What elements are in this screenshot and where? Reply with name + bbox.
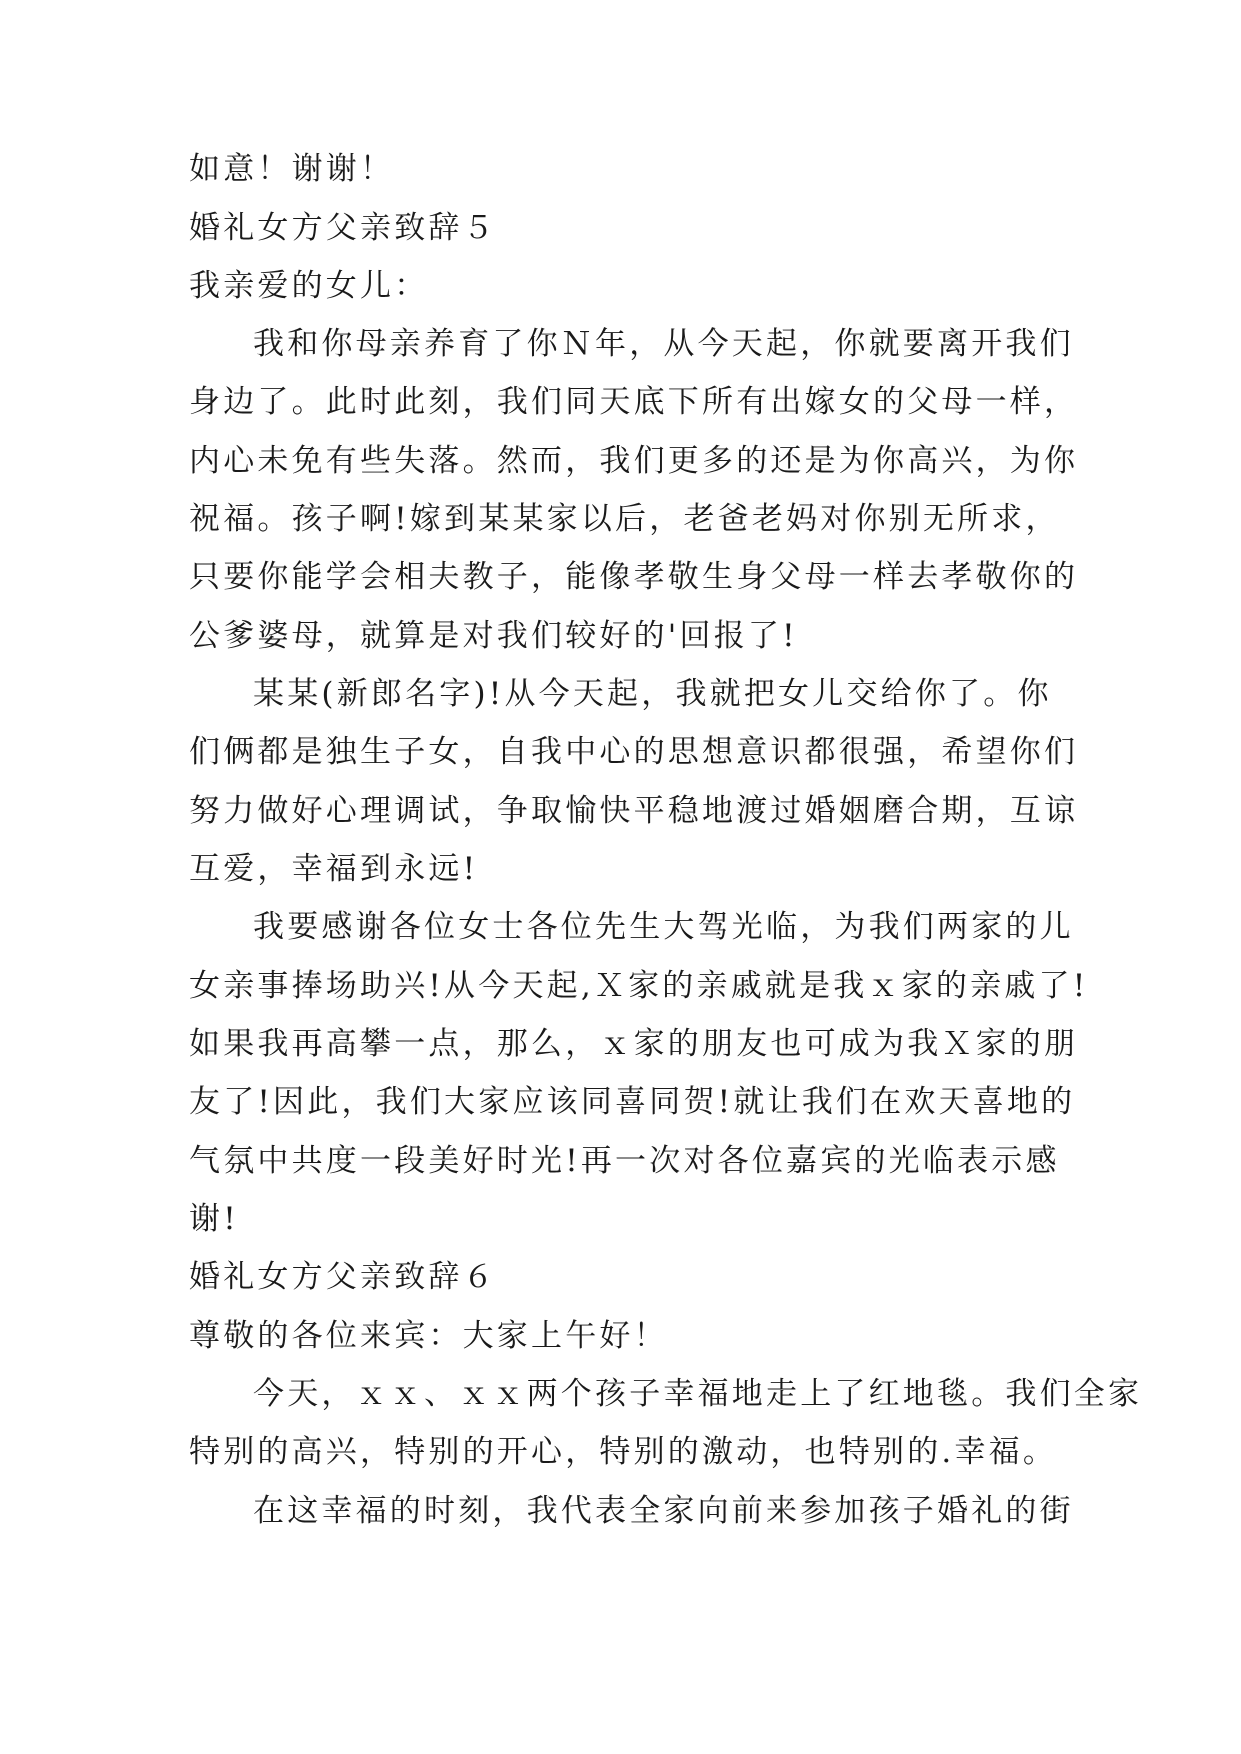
paragraph-line: 努力做好心理调试，争取愉快平稳地渡过婚姻磨合期，互谅 [189, 793, 1079, 829]
paragraph-line: 女亲事捧场助兴!从今天起,Ｘ家的亲戚就是我ｘ家的亲戚了! [189, 968, 1089, 1004]
closing-line: 如意！谢谢！ [189, 151, 395, 187]
paragraph-line: 互爱，幸福到永远! [189, 851, 479, 887]
paragraph-line: 我要感谢各位女士各位先生大驾光临，为我们两家的儿 [253, 909, 1074, 945]
salutation-daughter: 我亲爱的女儿： [189, 268, 429, 304]
paragraph-line: 内心未免有些失落。然而，我们更多的还是为你高兴，为你 [189, 443, 1079, 479]
paragraph-line: 祝福。孩子啊!嫁到某某家以后，老爸老妈对你别无所求， [189, 501, 1060, 537]
paragraph-line: 我和你母亲养育了你Ｎ年，从今天起，你就要离开我们 [253, 326, 1074, 362]
paragraph-line: 公爹婆母，就算是对我们较好的'回报了! [189, 618, 798, 654]
section-heading-6: 婚礼女方父亲致辞６ [189, 1259, 497, 1295]
salutation-guests: 尊敬的各位来宾：大家上午好！ [189, 1318, 668, 1354]
paragraph-line: 某某(新郎名字)!从今天起，我就把女儿交给你了。你 [253, 676, 1052, 712]
section-heading-5: 婚礼女方父亲致辞５ [189, 210, 497, 246]
paragraph-line: 只要你能学会相夫教子，能像孝敬生身父母一样去孝敬你的 [189, 559, 1079, 595]
paragraph-line: 友了!因此，我们大家应该同喜同贺!就让我们在欢天喜地的 [189, 1084, 1076, 1120]
paragraph-line: 们俩都是独生子女，自我中心的思想意识都很强，希望你们 [189, 734, 1079, 770]
paragraph-line: 今天，ｘｘ、ｘｘ两个孩子幸福地走上了红地毯。我们全家 [253, 1376, 1143, 1412]
paragraph-line: 气氛中共度一段美好时光!再一次对各位嘉宾的光临表示感 [189, 1143, 1060, 1179]
paragraph-line: 身边了。此时此刻，我们同天底下所有出嫁女的父母一样， [189, 384, 1079, 420]
paragraph-line: 谢! [189, 1201, 239, 1237]
paragraph-line: 如果我再高攀一点，那么，ｘ家的朋友也可成为我Ｘ家的朋 [189, 1026, 1079, 1062]
paragraph-line: 在这幸福的时刻，我代表全家向前来参加孩子婚礼的街 [253, 1493, 1074, 1529]
paragraph-line: 特别的高兴，特别的开心，特别的激动，也特别的.幸福。 [189, 1434, 1058, 1470]
